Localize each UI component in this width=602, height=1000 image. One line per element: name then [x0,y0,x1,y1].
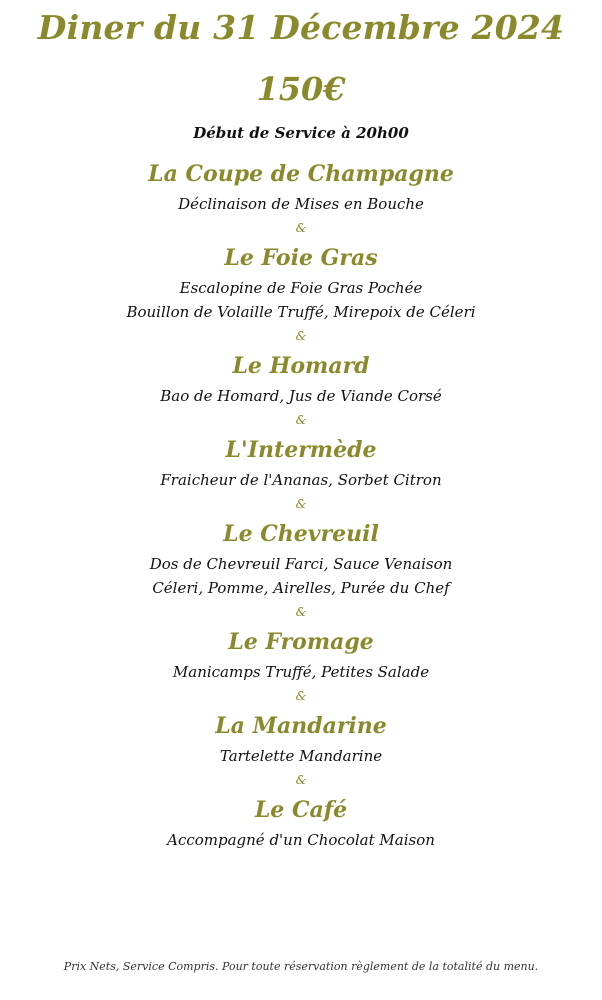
menu-price: 150€ [256,70,346,108]
course-list [0,156,602,852]
course-chevreuil [0,516,602,600]
course-champagne [0,156,602,216]
course-description: Bao de Homard, Jus de Viande Corsé [160,387,442,405]
ampersand-separator: & [295,773,307,787]
course-description: Manicamps Truffé, Petites Salade [172,663,430,681]
service-start-time: Début de Service à 20h00 [193,124,409,142]
course-foie-gras [0,240,602,324]
course-description: Fraicheur de l'Ananas, Sorbet Citron [160,471,442,489]
course-cafe [0,792,602,852]
pricing-footnote: Prix Nets, Service Compris. Pour toute réservation règlement de la totalité du menu. [63,960,539,973]
course-title: L'Intermède [225,437,377,463]
ampersand-separator: & [295,497,307,511]
ampersand-separator: & [295,689,307,703]
ampersand-separator: & [295,413,307,427]
course-intermede [0,432,602,492]
course-title: La Mandarine [215,713,387,739]
course-homard [0,348,602,408]
ampersand-separator: & [295,329,307,343]
course-description: Céleri, Pomme, Airelles, Purée du Chef [152,579,450,597]
course-title: Le Foie Gras [224,245,378,271]
course-title: Le Café [254,797,348,823]
course-title: Le Chevreuil [223,521,379,547]
course-fromage [0,624,602,684]
course-description: Dos de Chevreuil Farci, Sauce Venaison [149,555,453,573]
course-description: Accompagné d'un Chocolat Maison [167,831,435,849]
course-title: Le Homard [232,353,370,379]
menu-title: Diner du 31 Décembre 2024 [37,8,565,47]
course-description: Déclinaison de Mises en Bouche [178,195,424,213]
ampersand-separator: & [295,605,307,619]
course-mandarine [0,708,602,768]
course-description: Bouillon de Volaille Truffé, Mirepoix de Céleri [126,303,476,321]
course-description: Escalopine de Foie Gras Pochée [179,279,423,297]
course-description: Tartelette Mandarine [219,747,383,765]
course-title: Le Fromage [228,629,374,655]
ampersand-separator: & [295,221,307,235]
course-title: La Coupe de Champagne [148,161,454,187]
